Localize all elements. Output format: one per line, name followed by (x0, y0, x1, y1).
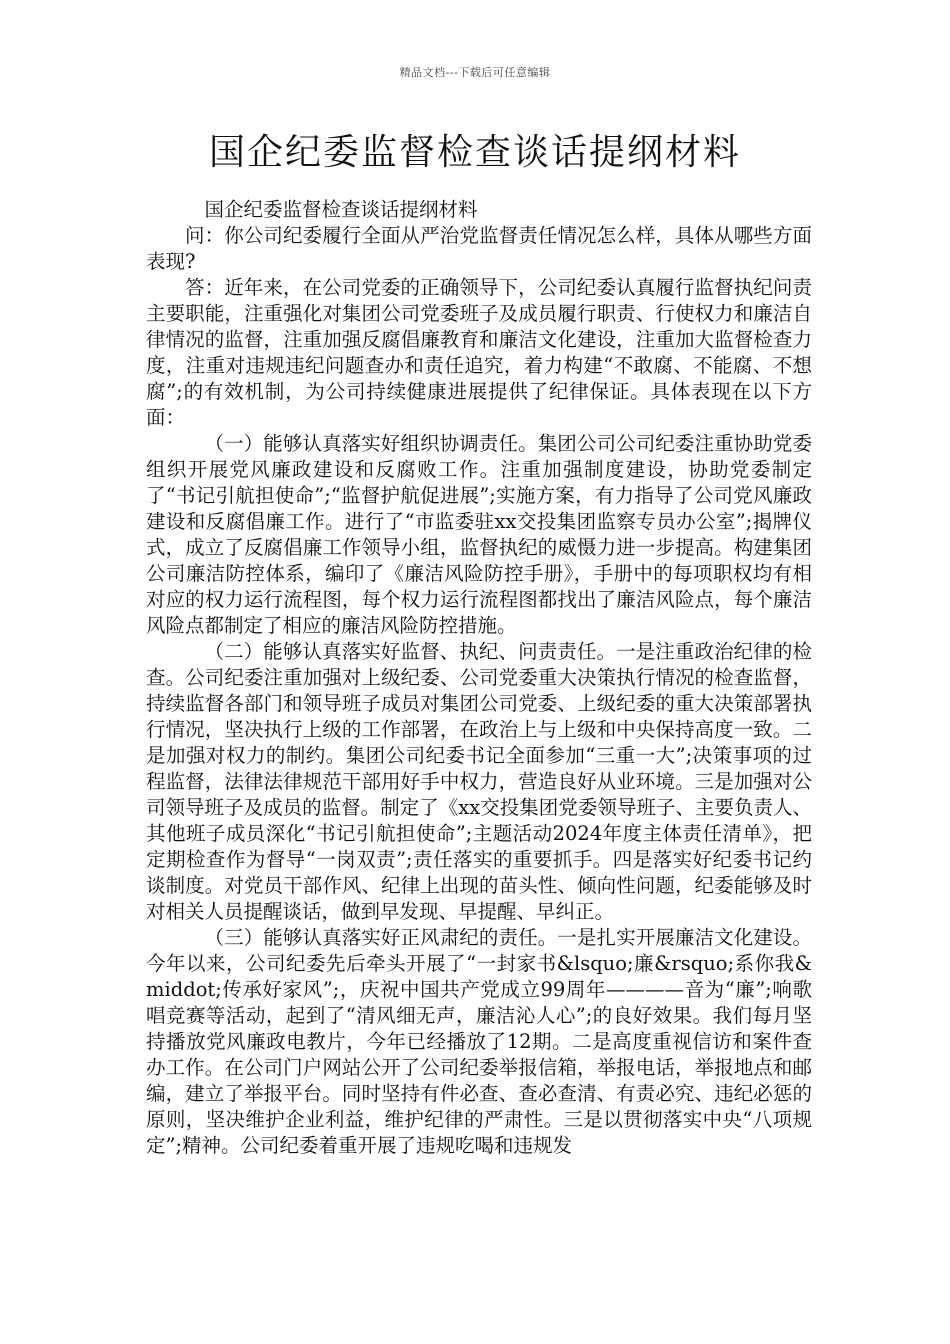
body-subtitle: 国企纪委监督检查谈话提纲材料 (204, 198, 478, 221)
page-header-note: 精品文档---下载后可任意编辑 (399, 66, 551, 79)
section-3-paragraph: （三）能够认真落实好正风肃纪的责任。一是扎实开展廉洁文化建设。今年以来，公司纪委先后牵头开展了“一封家书&lsquo;廉&rsquo;系你我&middot;传承好家风”;，庆祝中国共产党成立99周年————音为“廉”;响歌唱竞赛等活动，起到了“清风细无声，廉洁沁人心”;的良好效果。我们每月坚持播放党风廉政电教片，今年已经播放了12期。二是高度重视信访和案件查办工作。在公司门户网站公开了公司纪委举报信箱，举报电话，举报地点和邮编，建立了举报平台。同时坚持有件必查、查必查清、有责必究、违纪必惩的原则，坚决维护企业利益，维护纪律的严肃性。三是以贯彻落实中央“八项规定”;精神。公司纪委着重开展了违规吃喝和违规发 (146, 926, 812, 1157)
question-paragraph: 问：你公司纪委履行全面从严治党监督责任情况怎么样，具体从哪些方面表现? (146, 224, 812, 273)
document-body (146, 197, 812, 1159)
section-2-paragraph: （二）能够认真落实好监督、执纪、问责责任。一是注重政治纪律的检查。公司纪委注重加强对上级纪委、公司党委重大决策执行情况的检查监督，持续监督各部门和领导班子成员对集团公司党委、上级纪委的重大决策部署执行情况，坚决执行上级的工作部署，在政治上与上级和中央保持高度一致。二是加强对权力的制约。集团公司纪委书记全面参加“三重一大”;决策事项的过程监督，法律法律规范干部用好手中权力，营造良好从业环境。三是加强对公司领导班子及成员的监督。制定了《xx交投集团党委领导班子、主要负责人、其他班子成员深化“书记引航担使命”;主题活动2024年度主体责任清单》，把定期检查作为督导“一岗双责”;责任落实的重要抓手。四是落实好纪委书记约谈制度。对党员干部作风、纪律上出现的苗头性、倾向性问题，纪委能够及时对相关人员提醒谈话，做到早发现、早提醒、早纠正。 (146, 640, 812, 923)
section-1-paragraph: （一）能够认真落实好组织协调责任。集团公司公司纪委注重协助党委组织开展党风廉政建设和反腐败工作。注重加强制度建设，协助党委制定了“书记引航担使命”;“监督护航促进展”;实施方案，有力指导了公司党风廉政建设和反腐倡廉工作。进行了“市监委驻xx交投集团监察专员办公室”;揭牌仪式，成立了反腐倡廉工作领导小组，监督执纪的威慑力进一步提高。构建集团公司廉洁防控体系，编印了《廉洁风险防控手册》，手册中的每项职权均有相对应的权力运行流程图，每个权力运行流程图都找出了廉洁风险点，每个廉洁风险点都制定了相应的廉洁风险防控措施。 (146, 432, 812, 637)
answer-paragraph: 答：近年来，在公司党委的正确领导下，公司纪委认真履行监督执纪问责主要职能，注重强化对集团公司党委班子及成员履行职责、行使权力和廉洁自律情况的监督，注重加强反腐倡廉教育和廉洁文化建设，注重加大监督检查力度，注重对违规违纪问题查办和责任追究，着力构建“不敢腐、不能腐、不想腐”;的有效机制，为公司持续健康进展提供了纪律保证。具体表现在以下方面： (146, 276, 812, 429)
document-title: 国企纪委监督检查谈话提纲材料 (208, 132, 741, 173)
